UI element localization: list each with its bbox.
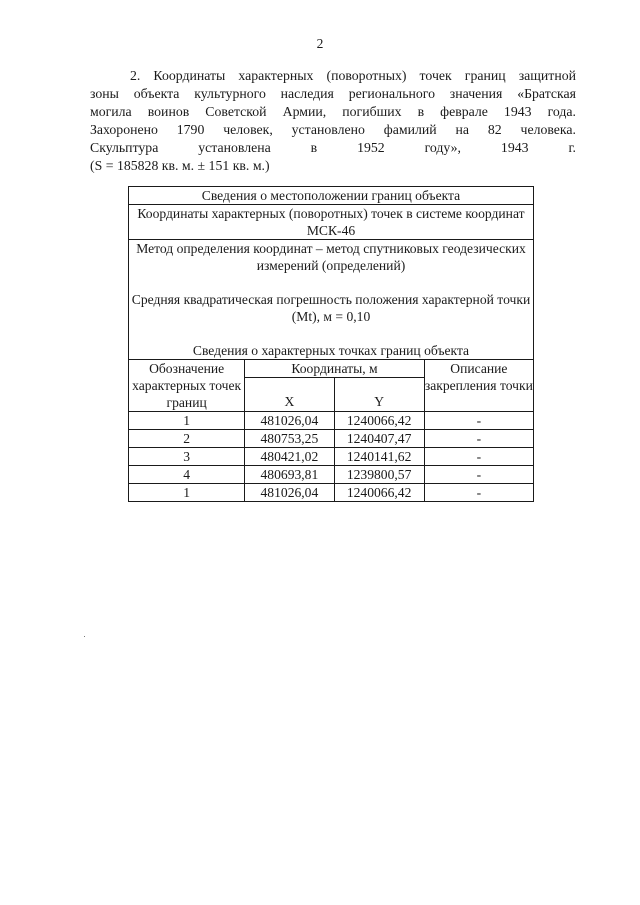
y-cell: 1239800,57 bbox=[334, 466, 424, 484]
method-text: Метод определения координат – метод спутниковых геодезических измерений (определений) bbox=[136, 241, 526, 273]
coordinates-table bbox=[128, 186, 534, 502]
table-row bbox=[129, 412, 534, 430]
intro-line: зоны объекта культурного наследия регионального значения «Братская bbox=[90, 86, 576, 101]
x-cell: 480753,25 bbox=[245, 430, 334, 448]
y-cell: 1240066,42 bbox=[334, 484, 424, 502]
intro-line: (S = 185828 кв. м. ± 151 кв. м.) bbox=[90, 158, 270, 173]
method-section bbox=[129, 240, 534, 360]
point-cell: 3 bbox=[129, 448, 245, 466]
section-location-title: Сведения о местоположении границ объекта bbox=[129, 187, 534, 205]
desc-cell: - bbox=[424, 466, 533, 484]
table-row bbox=[129, 448, 534, 466]
intro-line: 2. Координаты характерных (поворотных) точек границ защитной bbox=[130, 68, 576, 83]
desc-cell: - bbox=[424, 430, 533, 448]
header-x: X bbox=[245, 378, 334, 412]
table-row bbox=[129, 484, 534, 502]
table-row bbox=[129, 466, 534, 484]
header-coordinates: Координаты, м bbox=[245, 360, 424, 378]
x-cell: 481026,04 bbox=[245, 484, 334, 502]
scan-speck bbox=[84, 636, 85, 637]
point-cell: 4 bbox=[129, 466, 245, 484]
points-info-title: Сведения о характерных точках границ объекта bbox=[192, 343, 470, 358]
page-number: 2 bbox=[316, 36, 324, 51]
y-cell: 1240066,42 bbox=[334, 412, 424, 430]
intro-line: Захоронено 1790 человек, установлено фамилий на 82 человека. bbox=[90, 122, 576, 137]
header-designation: Обозначение характерных точек границ bbox=[129, 360, 245, 412]
desc-cell: - bbox=[424, 484, 533, 502]
intro-line: могила воинов Советской Армии, погибших в феврале 1943 года. bbox=[90, 104, 576, 119]
x-cell: 480421,02 bbox=[245, 448, 334, 466]
error-text: Средняя квадратическая погрешность положения характерной точки (Mt), м = 0,10 bbox=[131, 292, 531, 324]
desc-cell: - bbox=[424, 412, 533, 430]
point-cell: 1 bbox=[129, 412, 245, 430]
intro-paragraph bbox=[90, 67, 576, 175]
y-cell: 1240407,47 bbox=[334, 430, 424, 448]
header-description: Описание закрепления точки bbox=[424, 360, 533, 412]
desc-cell: - bbox=[424, 448, 533, 466]
point-cell: 1 bbox=[129, 484, 245, 502]
point-cell: 2 bbox=[129, 430, 245, 448]
x-cell: 481026,04 bbox=[245, 412, 334, 430]
y-cell: 1240141,62 bbox=[334, 448, 424, 466]
intro-line: Скульптура установлена в 1952 году», 1943 г. bbox=[90, 140, 576, 155]
table-row bbox=[129, 430, 534, 448]
section-coordinate-system: Координаты характерных (поворотных) точек в системе координат МСК-46 bbox=[129, 205, 534, 240]
header-y: Y bbox=[334, 378, 424, 412]
x-cell: 480693,81 bbox=[245, 466, 334, 484]
